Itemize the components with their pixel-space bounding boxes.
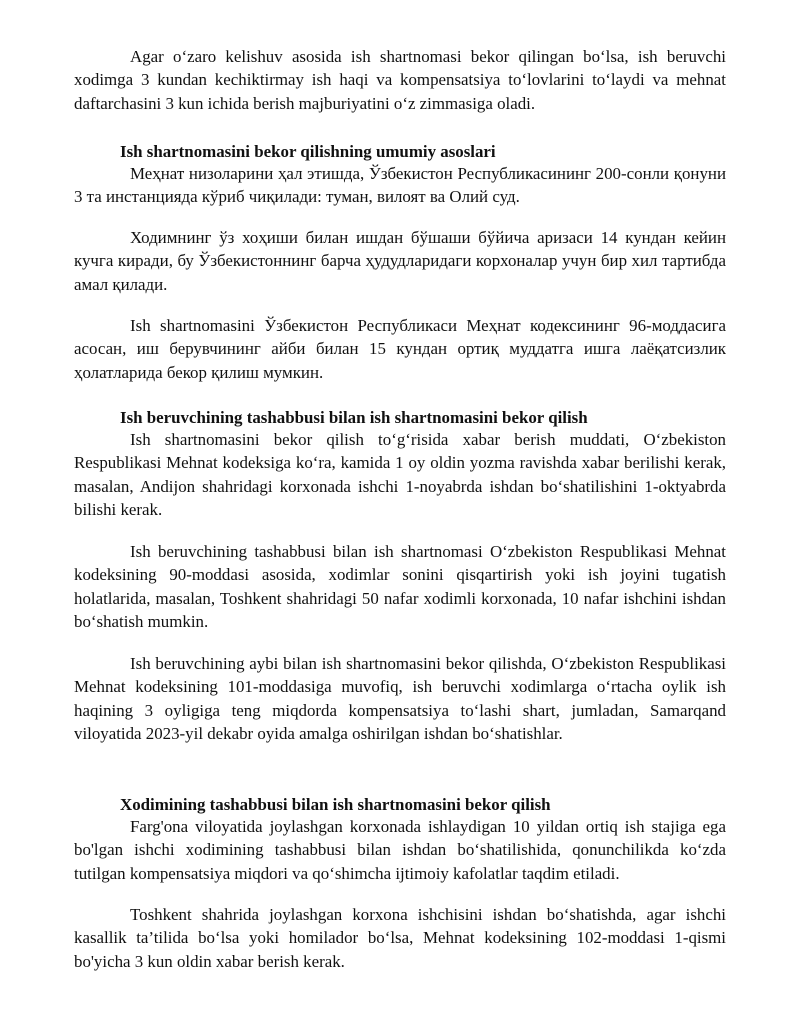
paragraph-6-text: Ish beruvchining tashabbusi bilan ish shartnomasi O‘zbekiston Respublikasi Mehnat kodeksining 90-moddasi asosida, xodimlar sonini qisqartirish yoki ish joyini tugatish holatlarida, masalan, Toshkent shahridagi 50 nafar xodimli korxonada, 10 nafar ishchini ishdan bo‘shatish mumkin. [74, 542, 726, 632]
paragraph-2 [74, 162, 726, 209]
section-heading-2: Ish beruvchining tashabbusi bilan ish shartnomasini bekor qilish [120, 408, 588, 427]
paragraph-5 [74, 428, 726, 522]
paragraph-1 [74, 45, 726, 115]
paragraph-3 [74, 226, 726, 296]
paragraph-7-text: Ish beruvchining aybi bilan ish shartnomasini bekor qilishda, O‘zbekiston Respublikasi Mehnat kodeksining 101-moddasiga muvofiq, ish beruvchi xodimlarga o‘rtacha oylik ish haqining 3 oyligiga teng miqdorda kompensatsiya to‘lashi shart, jumladan, Samarqand viloyatida 2023-yil dekabr oyida amalga oshirilgan ishdan bo‘shatishlar. [74, 654, 726, 744]
paragraph-9 [74, 903, 726, 973]
paragraph-1-text: Agar o‘zaro kelishuv asosida ish shartnomasi bekor qilingan bo‘lsa, ish beruvchi xodimga 3 kundan kechiktirmay ish haqi va kompensatsiya to‘lovlarini to‘laydi va mehnat daftarchasini 3 kun ichida berish majburiyatini o‘z zimmasiga oladi. [74, 47, 726, 113]
paragraph-6 [74, 540, 726, 634]
paragraph-5-text: Ish shartnomasini bekor qilish to‘g‘risida xabar berish muddati, O‘zbekiston Respublikasi Mehnat kodeksiga ko‘ra, kamida 1 oy oldin yozma ravishda xabar berilishi kerak, masalan, Andijon shahridagi korxonada ishchi 1-noyabrda ishdan bo‘shatilishini 1-oktyabrda bilishi kerak. [74, 430, 726, 520]
paragraph-4-text: Ish shartnomasini Ўзбекистон Республикаси Меҳнат кодексининг 96-моддасига асосан, иш берувчининг айби билан 15 кундан ортиқ муддатга ишга лаёқатсизлик ҳолатларида бекор қилиш мумкин. [74, 316, 726, 382]
paragraph-8 [74, 815, 726, 885]
paragraph-4 [74, 314, 726, 384]
paragraph-8-text: Farg'ona viloyatida joylashgan korxonada ishlaydigan 10 yildan ortiq ish stajiga ega bo'lgan ishchi xodimining tashabbusi bilan ishdan bo‘shatilishida, qonunchilikda ko‘zda tutilgan kompensatsiya miqdori va qo‘shimcha ijtimoiy kafolatlar taqdim etiladi. [74, 817, 726, 883]
section-heading-3: Xodimining tashabbusi bilan ish shartnomasini bekor qilish [120, 795, 551, 814]
section-heading-1: Ish shartnomasini bekor qilishning umumiy asoslari [120, 142, 496, 161]
paragraph-9-text: Toshkent shahrida joylashgan korxona ishchisini ishdan bo‘shatishda, agar ishchi kasallik ta’tilida bo‘lsa yoki homilador bo‘lsa, Mehnat kodeksining 102-moddasi 1-qismi bo'yicha 3 kun oldin xabar berish kerak. [74, 905, 726, 971]
paragraph-7 [74, 652, 726, 746]
paragraph-3-text: Ходимнинг ўз хоҳиши билан ишдан бўшаши бўйича аризаси 14 кундан кейин кучга киради, бу Ўзбекистоннинг барча ҳудудларидаги корхоналар учун бир хил тартибда амал қилади. [74, 228, 726, 294]
paragraph-2-text: Меҳнат низоларини ҳал этишда, Ўзбекистон Республикасининг 200-сонли қонуни 3 та инстанцияда кўриб чиқилади: туман, вилоят ва Олий суд. [74, 164, 726, 207]
